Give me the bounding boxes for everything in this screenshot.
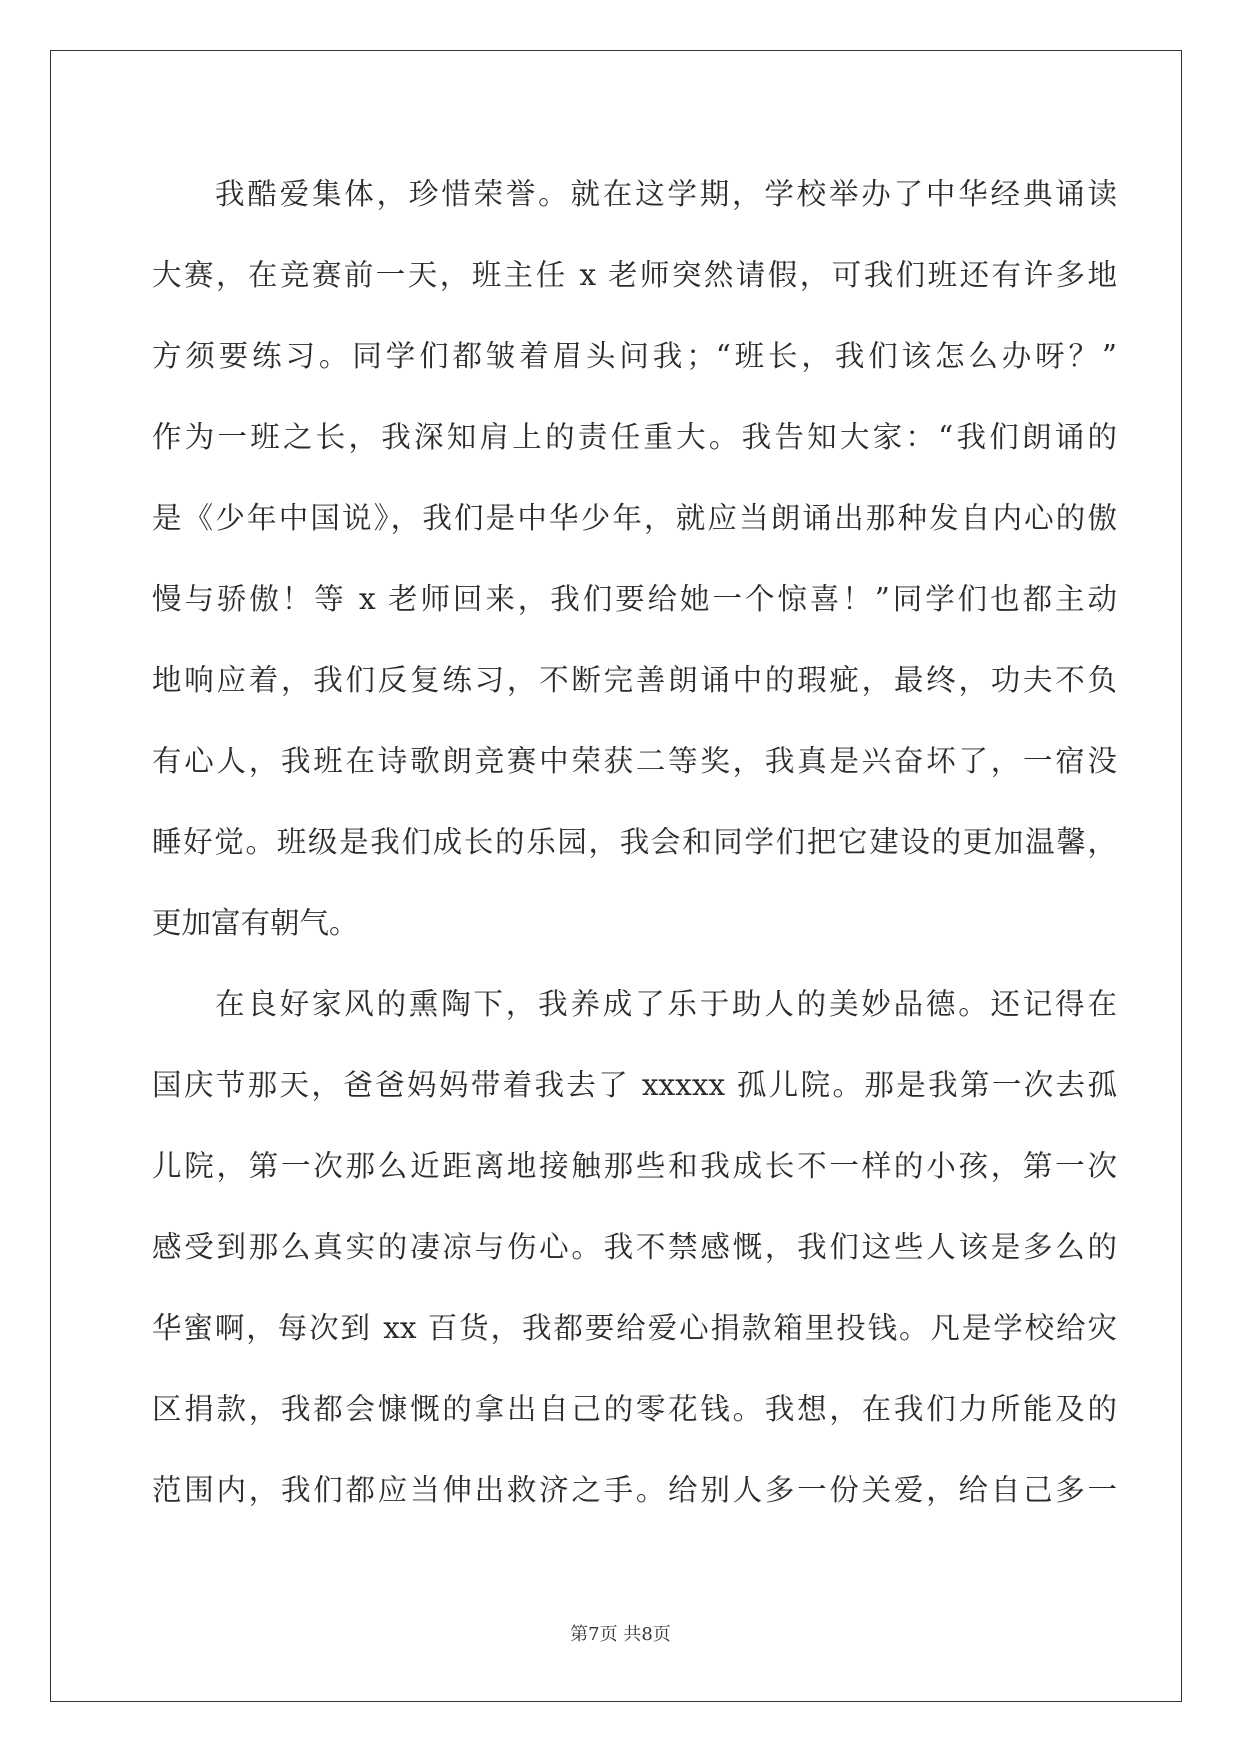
text-line: 慢与骄傲！等 x 老师回来，我们要给她一个惊喜！”同学们也都主动: [152, 582, 1117, 616]
text-line: 作为一班之长，我深知肩上的责任重大。我告知大家：“我们朗诵的: [152, 420, 1117, 454]
text-line: 范围内，我们都应当伸出救济之手。给别人多一份关爱，给自己多一: [152, 1473, 1117, 1507]
page-number-footer: 第7页 共8页: [570, 1624, 671, 1645]
text-line: 在良好家风的熏陶下，我养成了乐于助人的美妙品德。还记得在: [215, 987, 1117, 1021]
text-line: 大赛，在竞赛前一天，班主任 x 老师突然请假，可我们班还有许多地: [152, 258, 1117, 292]
text-line: 地响应着，我们反复练习，不断完善朗诵中的瑕疵，最终，功夫不负: [152, 663, 1117, 697]
text-line: 儿院，第一次那么近距离地接触那些和我成长不一样的小孩，第一次: [152, 1149, 1117, 1183]
text-line: 华蜜啊，每次到 xx 百货，我都要给爱心捐款箱里投钱。凡是学校给灾: [152, 1311, 1117, 1345]
text-line: 国庆节那天，爸爸妈妈带着我去了 xxxxx 孤儿院。那是我第一次去孤: [152, 1068, 1117, 1102]
text-line: 方须要练习。同学们都皱着眉头问我；“班长，我们该怎么办呀？”: [152, 339, 1117, 373]
document-body: [152, 158, 1117, 1535]
text-line: 感受到那么真实的凄凉与伤心。我不禁感慨，我们这些人该是多么的: [152, 1230, 1117, 1264]
text-line: 更加富有朝气。: [152, 906, 359, 940]
text-line: 我酷爱集体，珍惜荣誉。就在这学期，学校举办了中华经典诵读: [215, 177, 1117, 211]
text-line: 有心人，我班在诗歌朗竞赛中荣获二等奖，我真是兴奋坏了，一宿没: [152, 744, 1117, 778]
text-line: 是《少年中国说》，我们是中华少年，就应当朗诵出那种发自内心的傲: [152, 501, 1117, 535]
text-line: 睡好觉。班级是我们成长的乐园，我会和同学们把它建设的更加温馨，: [152, 825, 1117, 859]
text-line: 区捐款，我都会慷慨的拿出自己的零花钱。我想，在我们力所能及的: [152, 1392, 1117, 1426]
